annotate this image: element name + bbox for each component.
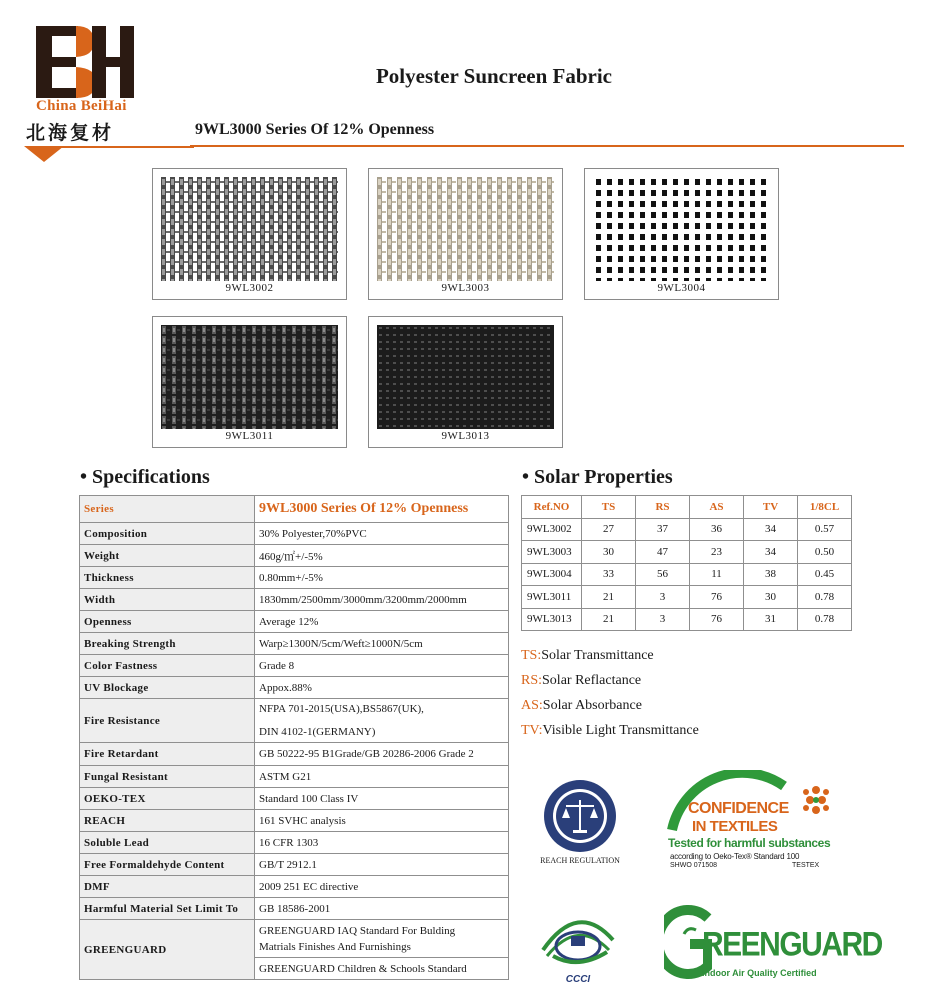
spec-key: Harmful Material Set Limit To bbox=[80, 898, 255, 920]
specifications-heading: • Specifications bbox=[80, 466, 210, 488]
reach-seal-icon bbox=[530, 778, 630, 854]
spec-key: Thickness bbox=[80, 567, 255, 589]
oeko-line2: IN TEXTILES bbox=[692, 818, 778, 835]
spec-value: 16 CFR 1303 bbox=[255, 832, 509, 854]
table-cell: 9WL3011 bbox=[522, 586, 582, 609]
greenguard-word: REENGUARD bbox=[702, 925, 882, 964]
table-row bbox=[522, 586, 852, 609]
table-cell: 47 bbox=[636, 541, 690, 564]
table-cell: 0.50 bbox=[798, 541, 852, 564]
swatch-code: 9WL3004 bbox=[657, 282, 706, 294]
swatch-card bbox=[152, 316, 347, 448]
legend-item: AS:Solar Absorbance bbox=[521, 698, 642, 713]
spec-key: Fire Resistance bbox=[80, 699, 255, 743]
table-row bbox=[80, 633, 509, 655]
table-row bbox=[522, 563, 852, 586]
spec-value: 2009 251 EC directive bbox=[255, 876, 509, 898]
table-cell: 34 bbox=[744, 518, 798, 541]
table-row bbox=[80, 898, 509, 920]
table-row bbox=[80, 589, 509, 611]
table-row bbox=[522, 608, 852, 631]
spec-key: GREENGUARD bbox=[80, 920, 255, 980]
spec-value: 30% Polyester,70%PVC bbox=[255, 523, 509, 545]
spec-key: Openness bbox=[80, 611, 255, 633]
swatch-code: 9WL3011 bbox=[225, 430, 274, 442]
reach-label: REACH REGULATION bbox=[540, 856, 620, 865]
spec-key: Composition bbox=[80, 523, 255, 545]
table-cell: 0.78 bbox=[798, 608, 852, 631]
spec-key: Breaking Strength bbox=[80, 633, 255, 655]
table-cell: 3 bbox=[636, 608, 690, 631]
spec-value: 460g/㎡+/-5% bbox=[255, 545, 509, 567]
table-cell: 9WL3004 bbox=[522, 563, 582, 586]
spec-value: GB 18586-2001 bbox=[255, 898, 509, 920]
spec-key: Soluble Lead bbox=[80, 832, 255, 854]
oeko-line1: CONFIDENCE bbox=[688, 800, 789, 817]
ccci-logo bbox=[533, 910, 623, 990]
table-cell: 33 bbox=[582, 563, 636, 586]
table-cell: 9WL3002 bbox=[522, 518, 582, 541]
table-row bbox=[80, 567, 509, 589]
table-row bbox=[80, 545, 509, 567]
bullet-icon: • bbox=[80, 466, 93, 488]
table-cell: 3 bbox=[636, 586, 690, 609]
column-header: Ref.NO bbox=[522, 496, 582, 519]
solar-properties-table bbox=[521, 495, 852, 631]
page-title: Polyester Suncreen Fabric bbox=[375, 64, 612, 88]
swatch-card bbox=[584, 168, 779, 300]
brand-name-cn: 北海复材 bbox=[26, 122, 115, 144]
reach-logo bbox=[530, 778, 630, 868]
spec-value: Appox.88% bbox=[255, 677, 509, 699]
specifications-table bbox=[79, 495, 509, 980]
table-row bbox=[80, 699, 509, 743]
spec-key: REACH bbox=[80, 810, 255, 832]
column-header: 1/8CL bbox=[798, 496, 852, 519]
table-header-row bbox=[522, 496, 852, 519]
table-row bbox=[522, 518, 852, 541]
swatch-card bbox=[368, 316, 563, 448]
spec-value: Standard 100 Class IV bbox=[255, 788, 509, 810]
table-cell: 21 bbox=[582, 586, 636, 609]
table-row bbox=[80, 876, 509, 898]
table-row bbox=[522, 541, 852, 564]
spec-value: Grade 8 bbox=[255, 655, 509, 677]
spec-key: Weight bbox=[80, 545, 255, 567]
bullet-icon: • bbox=[522, 466, 535, 488]
legend-item: RS:Solar Reflactance bbox=[521, 673, 642, 688]
table-row bbox=[80, 496, 509, 523]
table-cell: 34 bbox=[744, 541, 798, 564]
spec-key: UV Blockage bbox=[80, 677, 255, 699]
table-row bbox=[80, 810, 509, 832]
table-row bbox=[80, 920, 509, 958]
table-cell: 11 bbox=[690, 563, 744, 586]
table-row bbox=[80, 766, 509, 788]
company-logo bbox=[22, 22, 192, 162]
fabric-swatch-grey-image bbox=[161, 177, 338, 281]
swatch-code: 9WL3013 bbox=[441, 430, 490, 442]
ccci-globe-icon bbox=[533, 910, 623, 974]
table-cell: 21 bbox=[582, 608, 636, 631]
page-subtitle: 9WL3000 Series Of 12% Openness bbox=[195, 121, 435, 138]
table-cell: 76 bbox=[690, 586, 744, 609]
logo-triangle-mark bbox=[24, 146, 194, 162]
column-header: TV bbox=[744, 496, 798, 519]
column-header: RS bbox=[636, 496, 690, 519]
table-cell: 38 bbox=[744, 563, 798, 586]
legend-item: TS:Solar Transmittance bbox=[521, 648, 654, 663]
fabric-swatch-white-image bbox=[593, 177, 770, 281]
table-cell: 0.45 bbox=[798, 563, 852, 586]
spec-value: GB/T 2912.1 bbox=[255, 854, 509, 876]
oeko-testex: TESTEX bbox=[792, 862, 820, 869]
table-cell: 0.57 bbox=[798, 518, 852, 541]
table-row bbox=[80, 743, 509, 766]
table-cell: 0.78 bbox=[798, 586, 852, 609]
swatch-code: 9WL3003 bbox=[441, 282, 490, 294]
table-cell: 23 bbox=[690, 541, 744, 564]
spec-value: 9WL3000 Series Of 12% Openness bbox=[255, 496, 509, 523]
table-cell: 76 bbox=[690, 608, 744, 631]
spec-key: Series bbox=[80, 496, 255, 523]
spec-key: Width bbox=[80, 589, 255, 611]
spec-value: GREENGUARD IAQ Standard For Bulding Matrials Finishes And Furnishings bbox=[255, 920, 509, 958]
spec-key: OEKO-TEX bbox=[80, 788, 255, 810]
oeko-according: according to Oeko-Tex® Standard 100 bbox=[670, 852, 800, 861]
spec-value: GREENGUARD Children & Schools Standard bbox=[255, 958, 509, 980]
table-row bbox=[80, 677, 509, 699]
table-cell: 9WL3003 bbox=[522, 541, 582, 564]
spec-value: GB 50222-95 B1Grade/GB 20286-2006 Grade 2 bbox=[255, 743, 509, 766]
table-row bbox=[80, 611, 509, 633]
ccci-label: CCCI bbox=[565, 974, 591, 985]
header-divider bbox=[190, 145, 904, 147]
table-cell: 27 bbox=[582, 518, 636, 541]
table-cell: 30 bbox=[582, 541, 636, 564]
table-cell: 36 bbox=[690, 518, 744, 541]
table-row bbox=[80, 655, 509, 677]
spec-value: Warp≥1300N/5cm/Weft≥1000N/5cm bbox=[255, 633, 509, 655]
spec-value: 1830mm/2500mm/3000mm/3200mm/2000mm bbox=[255, 589, 509, 611]
spec-key: Fungal Resistant bbox=[80, 766, 255, 788]
table-cell: 30 bbox=[744, 586, 798, 609]
fabric-swatch-black-image bbox=[161, 325, 338, 429]
greenguard-tagline: Indoor Air Quality Certified bbox=[702, 968, 817, 978]
spec-value: 161 SVHC analysis bbox=[255, 810, 509, 832]
fabric-swatch-charcoal-image bbox=[377, 325, 554, 429]
table-row bbox=[80, 832, 509, 854]
spec-key: Fire Retardant bbox=[80, 743, 255, 766]
solar-properties-heading: • Solar Properties bbox=[522, 466, 673, 488]
swatch-card bbox=[152, 168, 347, 300]
spec-key: Free Formaldehyde Content bbox=[80, 854, 255, 876]
fabric-swatch-beige-image bbox=[377, 177, 554, 281]
spec-value: Average 12% bbox=[255, 611, 509, 633]
spec-value: ASTM G21 bbox=[255, 766, 509, 788]
greenguard-logo bbox=[664, 904, 882, 992]
brand-name-en: China BeiHai bbox=[36, 98, 127, 114]
table-cell: 37 bbox=[636, 518, 690, 541]
legend-item: TV:Visible Light Transmittance bbox=[521, 723, 699, 738]
oeko-tested: Tested for harmful substances bbox=[668, 836, 831, 850]
spec-value: 0.80mm+/-5% bbox=[255, 567, 509, 589]
table-row bbox=[80, 523, 509, 545]
spec-key: Color Fastness bbox=[80, 655, 255, 677]
oeko-tex-logo bbox=[664, 770, 844, 876]
column-header: TS bbox=[582, 496, 636, 519]
swatch-card bbox=[368, 168, 563, 300]
table-row bbox=[80, 788, 509, 810]
swatch-code: 9WL3002 bbox=[225, 282, 274, 294]
table-row bbox=[80, 854, 509, 876]
oeko-code: SHWO 071508 bbox=[670, 862, 718, 869]
table-cell: 31 bbox=[744, 608, 798, 631]
table-cell: 9WL3013 bbox=[522, 608, 582, 631]
spec-value: NFPA 701-2015(USA),BS5867(UK), DIN 4102-1(GERMANY) bbox=[255, 699, 509, 743]
spec-key: DMF bbox=[80, 876, 255, 898]
column-header: AS bbox=[690, 496, 744, 519]
table-cell: 56 bbox=[636, 563, 690, 586]
